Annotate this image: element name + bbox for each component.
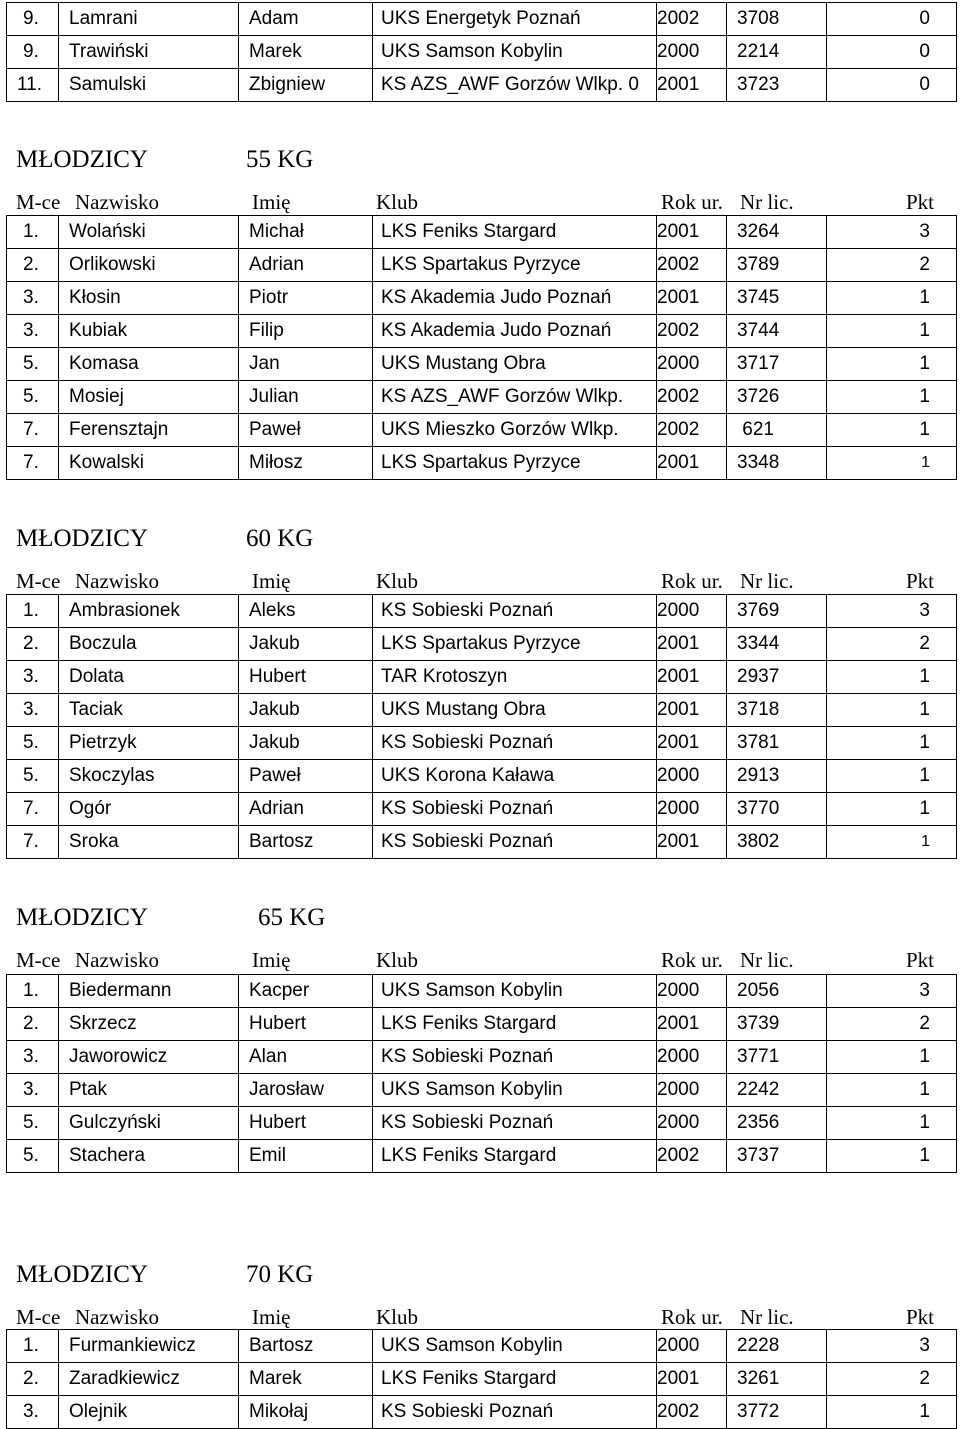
header-license: Nr lic.: [740, 948, 794, 972]
table-row: [7, 1140, 957, 1173]
table-row: [7, 975, 957, 1008]
points-cell: 1: [827, 414, 957, 447]
points-cell: 0: [827, 3, 957, 36]
year-cell: 2000: [657, 793, 727, 826]
first-name-cell: Adrian: [239, 793, 373, 826]
first-name-cell: Hubert: [239, 1107, 373, 1140]
club-cell: LKS Feniks Stargard: [373, 1008, 657, 1041]
table-row: [7, 3, 957, 36]
club-cell: KS Sobieski Poznań: [373, 1107, 657, 1140]
year-cell: 2001: [657, 826, 727, 859]
table-row: [7, 793, 957, 826]
surname-cell: Mosiej: [59, 381, 239, 414]
column-header: [16, 190, 950, 216]
table-row: [7, 694, 957, 727]
header-club: Klub: [376, 190, 418, 214]
table-row: [7, 36, 957, 69]
club-cell: KS Sobieski Poznań: [373, 1396, 657, 1429]
surname-cell: Kowalski: [59, 447, 239, 480]
club-cell: KS Akademia Judo Poznań: [373, 315, 657, 348]
surname-cell: Lamrani: [59, 3, 239, 36]
club-cell: UKS Mustang Obra: [373, 694, 657, 727]
first-name-cell: Piotr: [239, 282, 373, 315]
first-name-cell: Aleks: [239, 595, 373, 628]
first-name-cell: Paweł: [239, 760, 373, 793]
results-table-55kg: [6, 215, 957, 480]
place-cell: 3.: [7, 1041, 59, 1074]
club-cell: LKS Spartakus Pyrzyce: [373, 628, 657, 661]
surname-cell: Zaradkiewicz: [59, 1363, 239, 1396]
club-cell: KS Akademia Judo Poznań: [373, 282, 657, 315]
results-table-70kg: [6, 1329, 957, 1429]
place-cell: 3.: [7, 661, 59, 694]
year-cell: 2002: [657, 315, 727, 348]
license-cell: 3723: [727, 69, 827, 102]
surname-cell: Jaworowicz: [59, 1041, 239, 1074]
club-cell: LKS Feniks Stargard: [373, 1363, 657, 1396]
year-cell: 2000: [657, 1330, 727, 1363]
year-cell: 2000: [657, 975, 727, 1008]
category-weight: 55 KG: [246, 146, 314, 173]
points-cell: 1: [827, 1107, 957, 1140]
place-cell: 2.: [7, 249, 59, 282]
license-cell: 3769: [727, 595, 827, 628]
club-cell: UKS Samson Kobylin: [373, 36, 657, 69]
header-first-name: Imię: [252, 948, 291, 972]
license-cell: 3744: [727, 315, 827, 348]
first-name-cell: Zbigniew: [239, 69, 373, 102]
header-place: M-ce: [16, 948, 61, 972]
points-cell: 0: [827, 36, 957, 69]
table-row: [7, 1074, 957, 1107]
header-surname: Nazwisko: [75, 948, 159, 972]
surname-cell: Olejnik: [59, 1396, 239, 1429]
category-title: [16, 1261, 314, 1289]
place-cell: 5.: [7, 1107, 59, 1140]
points-cell: 1: [827, 447, 957, 480]
year-cell: 2001: [657, 216, 727, 249]
first-name-cell: Alan: [239, 1041, 373, 1074]
table-row: [7, 760, 957, 793]
first-name-cell: Jakub: [239, 628, 373, 661]
license-cell: 3745: [727, 282, 827, 315]
points-cell: 1: [827, 826, 957, 859]
first-name-cell: Adam: [239, 3, 373, 36]
header-first-name: Imię: [252, 190, 291, 214]
surname-cell: Samulski: [59, 69, 239, 102]
year-cell: 2001: [657, 628, 727, 661]
license-cell: 3781: [727, 727, 827, 760]
license-cell: 2242: [727, 1074, 827, 1107]
club-cell: UKS Samson Kobylin: [373, 975, 657, 1008]
surname-cell: Sroka: [59, 826, 239, 859]
place-cell: 9.: [7, 3, 59, 36]
points-cell: 1: [827, 1041, 957, 1074]
category-group: MŁODZICY: [16, 146, 148, 173]
header-license: Nr lic.: [740, 569, 794, 593]
club-cell: UKS Korona Kaława: [373, 760, 657, 793]
license-cell: 2214: [727, 36, 827, 69]
place-cell: 1.: [7, 975, 59, 1008]
year-cell: 2002: [657, 249, 727, 282]
surname-cell: Biedermann: [59, 975, 239, 1008]
points-cell: 1: [827, 348, 957, 381]
year-cell: 2000: [657, 348, 727, 381]
category-group: MŁODZICY: [16, 904, 148, 931]
year-cell: 2000: [657, 1041, 727, 1074]
year-cell: 2001: [657, 69, 727, 102]
surname-cell: Furmankiewicz: [59, 1330, 239, 1363]
table-row: [7, 414, 957, 447]
club-cell: UKS Samson Kobylin: [373, 1330, 657, 1363]
year-cell: 2002: [657, 1140, 727, 1173]
license-cell: 2913: [727, 760, 827, 793]
header-license: Nr lic.: [740, 190, 794, 214]
table-row: [7, 628, 957, 661]
place-cell: 5.: [7, 348, 59, 381]
first-name-cell: Jakub: [239, 694, 373, 727]
place-cell: 1.: [7, 1330, 59, 1363]
table-row: [7, 381, 957, 414]
surname-cell: Gulczyński: [59, 1107, 239, 1140]
table-row: [7, 447, 957, 480]
place-cell: 3.: [7, 694, 59, 727]
year-cell: 2000: [657, 760, 727, 793]
results-table-60kg: [6, 594, 957, 859]
header-year: Rok ur.: [661, 190, 723, 214]
results-table-65kg: [6, 974, 957, 1173]
header-first-name: Imię: [252, 1305, 291, 1329]
surname-cell: Wolański: [59, 216, 239, 249]
first-name-cell: Julian: [239, 381, 373, 414]
place-cell: 7.: [7, 447, 59, 480]
club-cell: KS Sobieski Poznań: [373, 1041, 657, 1074]
points-cell: 1: [827, 661, 957, 694]
year-cell: 2001: [657, 1363, 727, 1396]
year-cell: 2000: [657, 1107, 727, 1140]
year-cell: 2002: [657, 414, 727, 447]
first-name-cell: Jan: [239, 348, 373, 381]
place-cell: 2.: [7, 1363, 59, 1396]
table-row: [7, 1008, 957, 1041]
points-cell: 1: [827, 1396, 957, 1429]
points-cell: 1: [827, 1074, 957, 1107]
first-name-cell: Michał: [239, 216, 373, 249]
year-cell: 2001: [657, 661, 727, 694]
place-cell: 5.: [7, 1140, 59, 1173]
header-points: Pkt: [906, 190, 935, 214]
club-cell: UKS Mieszko Gorzów Wlkp.: [373, 414, 657, 447]
surname-cell: Orlikowski: [59, 249, 239, 282]
first-name-cell: Marek: [239, 36, 373, 69]
points-cell: 3: [827, 216, 957, 249]
points-cell: 3: [827, 975, 957, 1008]
place-cell: 1.: [7, 216, 59, 249]
category-weight: 65 KG: [258, 904, 326, 931]
header-license: Nr lic.: [740, 1305, 794, 1329]
points-cell: 1: [827, 760, 957, 793]
first-name-cell: Jarosław: [239, 1074, 373, 1107]
table-row: [7, 315, 957, 348]
table-row: [7, 69, 957, 102]
points-cell: 2: [827, 249, 957, 282]
first-name-cell: Jakub: [239, 727, 373, 760]
place-cell: 7.: [7, 414, 59, 447]
first-name-cell: Hubert: [239, 661, 373, 694]
license-cell: 3789: [727, 249, 827, 282]
first-name-cell: Adrian: [239, 249, 373, 282]
header-club: Klub: [376, 1305, 418, 1329]
header-surname: Nazwisko: [75, 190, 159, 214]
year-cell: 2001: [657, 282, 727, 315]
points-cell: 1: [827, 694, 957, 727]
place-cell: 3.: [7, 1396, 59, 1429]
column-header: [16, 569, 950, 595]
place-cell: 3.: [7, 282, 59, 315]
category-title: [16, 146, 314, 174]
header-place: M-ce: [16, 190, 61, 214]
table-row: [7, 826, 957, 859]
surname-cell: Komasa: [59, 348, 239, 381]
club-cell: LKS Spartakus Pyrzyce: [373, 249, 657, 282]
surname-cell: Kubiak: [59, 315, 239, 348]
club-cell: KS Sobieski Poznań: [373, 595, 657, 628]
place-cell: 3.: [7, 315, 59, 348]
first-name-cell: Mikołaj: [239, 1396, 373, 1429]
license-cell: 3708: [727, 3, 827, 36]
first-name-cell: Paweł: [239, 414, 373, 447]
results-table-top: [6, 2, 957, 102]
surname-cell: Dolata: [59, 661, 239, 694]
header-year: Rok ur.: [661, 1305, 723, 1329]
header-points: Pkt: [906, 948, 935, 972]
year-cell: 2001: [657, 1008, 727, 1041]
place-cell: 9.: [7, 36, 59, 69]
year-cell: 2001: [657, 447, 727, 480]
club-cell: KS Sobieski Poznań: [373, 826, 657, 859]
club-cell: UKS Mustang Obra: [373, 348, 657, 381]
license-cell: 3771: [727, 1041, 827, 1074]
header-club: Klub: [376, 569, 418, 593]
points-cell: 1: [827, 381, 957, 414]
license-cell: 2056: [727, 975, 827, 1008]
column-header: [16, 1305, 950, 1331]
table-row: [7, 595, 957, 628]
license-cell: 3717: [727, 348, 827, 381]
category-weight: 70 KG: [246, 1261, 314, 1288]
points-cell: 1: [827, 315, 957, 348]
table-row: [7, 1396, 957, 1429]
license-cell: 3739: [727, 1008, 827, 1041]
license-cell: 3261: [727, 1363, 827, 1396]
table-row: [7, 727, 957, 760]
license-cell: 2356: [727, 1107, 827, 1140]
table-row: [7, 348, 957, 381]
club-cell: LKS Feniks Stargard: [373, 216, 657, 249]
points-cell: 3: [827, 595, 957, 628]
club-cell: LKS Spartakus Pyrzyce: [373, 447, 657, 480]
category-group: MŁODZICY: [16, 525, 148, 552]
surname-cell: Ambrasionek: [59, 595, 239, 628]
surname-cell: Ptak: [59, 1074, 239, 1107]
place-cell: 1.: [7, 595, 59, 628]
first-name-cell: Kacper: [239, 975, 373, 1008]
place-cell: 5.: [7, 381, 59, 414]
license-cell: 3726: [727, 381, 827, 414]
surname-cell: Taciak: [59, 694, 239, 727]
points-cell: 1: [827, 1140, 957, 1173]
header-year: Rok ur.: [661, 569, 723, 593]
surname-cell: Stachera: [59, 1140, 239, 1173]
header-club: Klub: [376, 948, 418, 972]
place-cell: 2.: [7, 1008, 59, 1041]
club-cell: KS AZS_AWF Gorzów Wlkp. 0: [373, 69, 657, 102]
category-group: MŁODZICY: [16, 1261, 148, 1288]
year-cell: 2000: [657, 36, 727, 69]
category-title: [16, 904, 326, 932]
table-row: [7, 1107, 957, 1140]
license-cell: 621: [727, 414, 827, 447]
header-place: M-ce: [16, 569, 61, 593]
club-cell: KS AZS_AWF Gorzów Wlkp.: [373, 381, 657, 414]
table-row: [7, 1363, 957, 1396]
points-cell: 1: [827, 727, 957, 760]
table-row: [7, 1330, 957, 1363]
first-name-cell: Filip: [239, 315, 373, 348]
place-cell: 7.: [7, 826, 59, 859]
header-first-name: Imię: [252, 569, 291, 593]
first-name-cell: Marek: [239, 1363, 373, 1396]
year-cell: 2002: [657, 1396, 727, 1429]
place-cell: 2.: [7, 628, 59, 661]
license-cell: 2937: [727, 661, 827, 694]
license-cell: 2228: [727, 1330, 827, 1363]
header-points: Pkt: [906, 569, 935, 593]
table-row: [7, 661, 957, 694]
points-cell: 2: [827, 1363, 957, 1396]
column-header: [16, 948, 950, 974]
club-cell: LKS Feniks Stargard: [373, 1140, 657, 1173]
surname-cell: Trawiński: [59, 36, 239, 69]
first-name-cell: Hubert: [239, 1008, 373, 1041]
first-name-cell: Bartosz: [239, 826, 373, 859]
points-cell: 2: [827, 628, 957, 661]
year-cell: 2002: [657, 381, 727, 414]
place-cell: 3.: [7, 1074, 59, 1107]
header-surname: Nazwisko: [75, 569, 159, 593]
club-cell: UKS Energetyk Poznań: [373, 3, 657, 36]
surname-cell: Ogór: [59, 793, 239, 826]
first-name-cell: Bartosz: [239, 1330, 373, 1363]
year-cell: 2000: [657, 1074, 727, 1107]
license-cell: 3802: [727, 826, 827, 859]
header-surname: Nazwisko: [75, 1305, 159, 1329]
first-name-cell: Emil: [239, 1140, 373, 1173]
table-row: [7, 1041, 957, 1074]
points-cell: 1: [827, 793, 957, 826]
category-title: [16, 525, 314, 553]
surname-cell: Skoczylas: [59, 760, 239, 793]
club-cell: UKS Samson Kobylin: [373, 1074, 657, 1107]
surname-cell: Kłosin: [59, 282, 239, 315]
place-cell: 5.: [7, 760, 59, 793]
license-cell: 3344: [727, 628, 827, 661]
year-cell: 2000: [657, 595, 727, 628]
license-cell: 3737: [727, 1140, 827, 1173]
year-cell: 2002: [657, 3, 727, 36]
year-cell: 2001: [657, 694, 727, 727]
year-cell: 2001: [657, 727, 727, 760]
table-row: [7, 282, 957, 315]
surname-cell: Pietrzyk: [59, 727, 239, 760]
category-weight: 60 KG: [246, 525, 314, 552]
surname-cell: Skrzecz: [59, 1008, 239, 1041]
header-points: Pkt: [906, 1305, 935, 1329]
table-row: [7, 216, 957, 249]
surname-cell: Ferensztajn: [59, 414, 239, 447]
license-cell: 3770: [727, 793, 827, 826]
surname-cell: Boczula: [59, 628, 239, 661]
header-year: Rok ur.: [661, 948, 723, 972]
first-name-cell: Miłosz: [239, 447, 373, 480]
club-cell: KS Sobieski Poznań: [373, 727, 657, 760]
place-cell: 7.: [7, 793, 59, 826]
place-cell: 5.: [7, 727, 59, 760]
points-cell: 0: [827, 69, 957, 102]
license-cell: 3772: [727, 1396, 827, 1429]
table-row: [7, 249, 957, 282]
points-cell: 1: [827, 282, 957, 315]
license-cell: 3264: [727, 216, 827, 249]
license-cell: 3348: [727, 447, 827, 480]
place-cell: 11.: [7, 69, 59, 102]
header-place: M-ce: [16, 1305, 61, 1329]
points-cell: 2: [827, 1008, 957, 1041]
club-cell: KS Sobieski Poznań: [373, 793, 657, 826]
points-cell: 3: [827, 1330, 957, 1363]
license-cell: 3718: [727, 694, 827, 727]
club-cell: TAR Krotoszyn: [373, 661, 657, 694]
